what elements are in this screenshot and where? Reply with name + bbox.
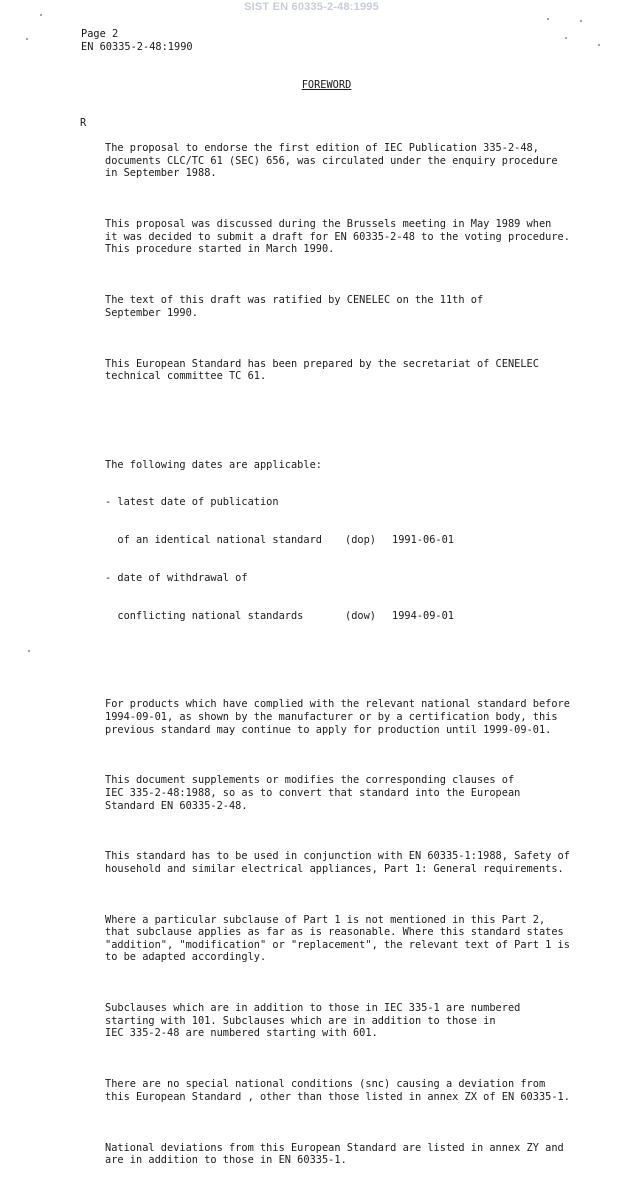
date-item-value: 1991-06-01	[392, 534, 454, 547]
paragraph-deviations: National deviations from this European Standard are listed in annex ZY and are in addition to those in EN 60335-1.	[105, 1141, 564, 1167]
foreword-body	[105, 117, 585, 1192]
paragraph-products: For products which have complied with the relevant national standard before 1994-09-01, as shown by the manufacturer or by a certification body, this previous standard may continue to apply for production until 1999-09-01.	[105, 698, 570, 736]
paragraph-meeting: This proposal was discussed during the Brussels meeting in May 1989 when it was decided to submit a draft for EN 60335-2-48 to the voting procedure. This procedure started in March 1990.	[105, 218, 570, 256]
page-title-row	[0, 79, 623, 92]
revision-mark: R	[80, 117, 87, 129]
page-title: FOREWORD	[301, 79, 352, 91]
watermark: SIST EN 60335-2-48:1995	[244, 1, 379, 13]
scan-speck	[565, 37, 567, 39]
date-item-dow	[105, 610, 585, 623]
document-id: EN 60335-2-48:1990	[81, 40, 193, 53]
date-item-value: 1994-09-01	[392, 609, 454, 622]
scan-speck	[28, 650, 30, 652]
date-item-dow-label: - date of withdrawal of	[105, 572, 248, 584]
scan-speck	[598, 44, 600, 46]
date-item-code: (dow)	[345, 609, 376, 622]
paragraph-proposal: The proposal to endorse the first edition of IEC Publication 335-2-48, documents CLC/TC 61 (SEC) 656, was circulated under the enquiry procedure in September 1988.	[105, 142, 558, 180]
scan-speck	[26, 38, 28, 40]
paragraph-snc: There are no special national conditions (snc) causing a deviation from this European Standard , other than those listed in annex ZX of EN 60335-1.	[105, 1078, 570, 1103]
paragraph-subclause: Where a particular subclause of Part 1 is not mentioned in this Part 2, that subclause applies as far as is reasonable. Where this standard states "addition", "modification" or "replacement", the relevant text of Part 1 is to be adapted accordingly.	[105, 913, 570, 964]
dates-intro: The following dates are applicable:	[105, 458, 322, 471]
scan-speck	[547, 18, 549, 20]
paragraph-conjunction: This standard has to be used in conjunction with EN 60335-1:1988, Safety of household and similar electrical appliances, Part 1: General requirements.	[105, 850, 570, 875]
scan-speck	[40, 14, 42, 16]
date-item-dop-label: - latest date of publication	[105, 496, 279, 509]
date-item-label: conflicting national standards	[105, 609, 304, 622]
paragraph-ratified: The text of this draft was ratified by CENELEC on the 11th of September 1990.	[105, 294, 484, 319]
date-item-dop	[105, 534, 585, 547]
page-number: Page 2	[81, 28, 119, 40]
paragraph-supplements: This document supplements or modifies the corresponding clauses of IEC 335-2-48:1988, so as to convert that standard into the European Standard EN 60335-2-48.	[105, 774, 521, 812]
paragraph-numbering: Subclauses which are in addition to those in IEC 335-1 are numbered starting with 101. Subclauses which are in addition to those in IEC 335-2-48 are numbered starting with 601.	[105, 1002, 521, 1040]
page-header	[81, 28, 193, 53]
dates-block	[105, 433, 585, 647]
paragraph-secretariat: This European Standard has been prepared by the secretariat of CENELEC technical committee TC 61.	[105, 357, 539, 383]
date-item-label: of an identical national standard	[105, 534, 322, 547]
date-item-code: (dop)	[345, 534, 376, 547]
scan-speck	[580, 20, 582, 22]
